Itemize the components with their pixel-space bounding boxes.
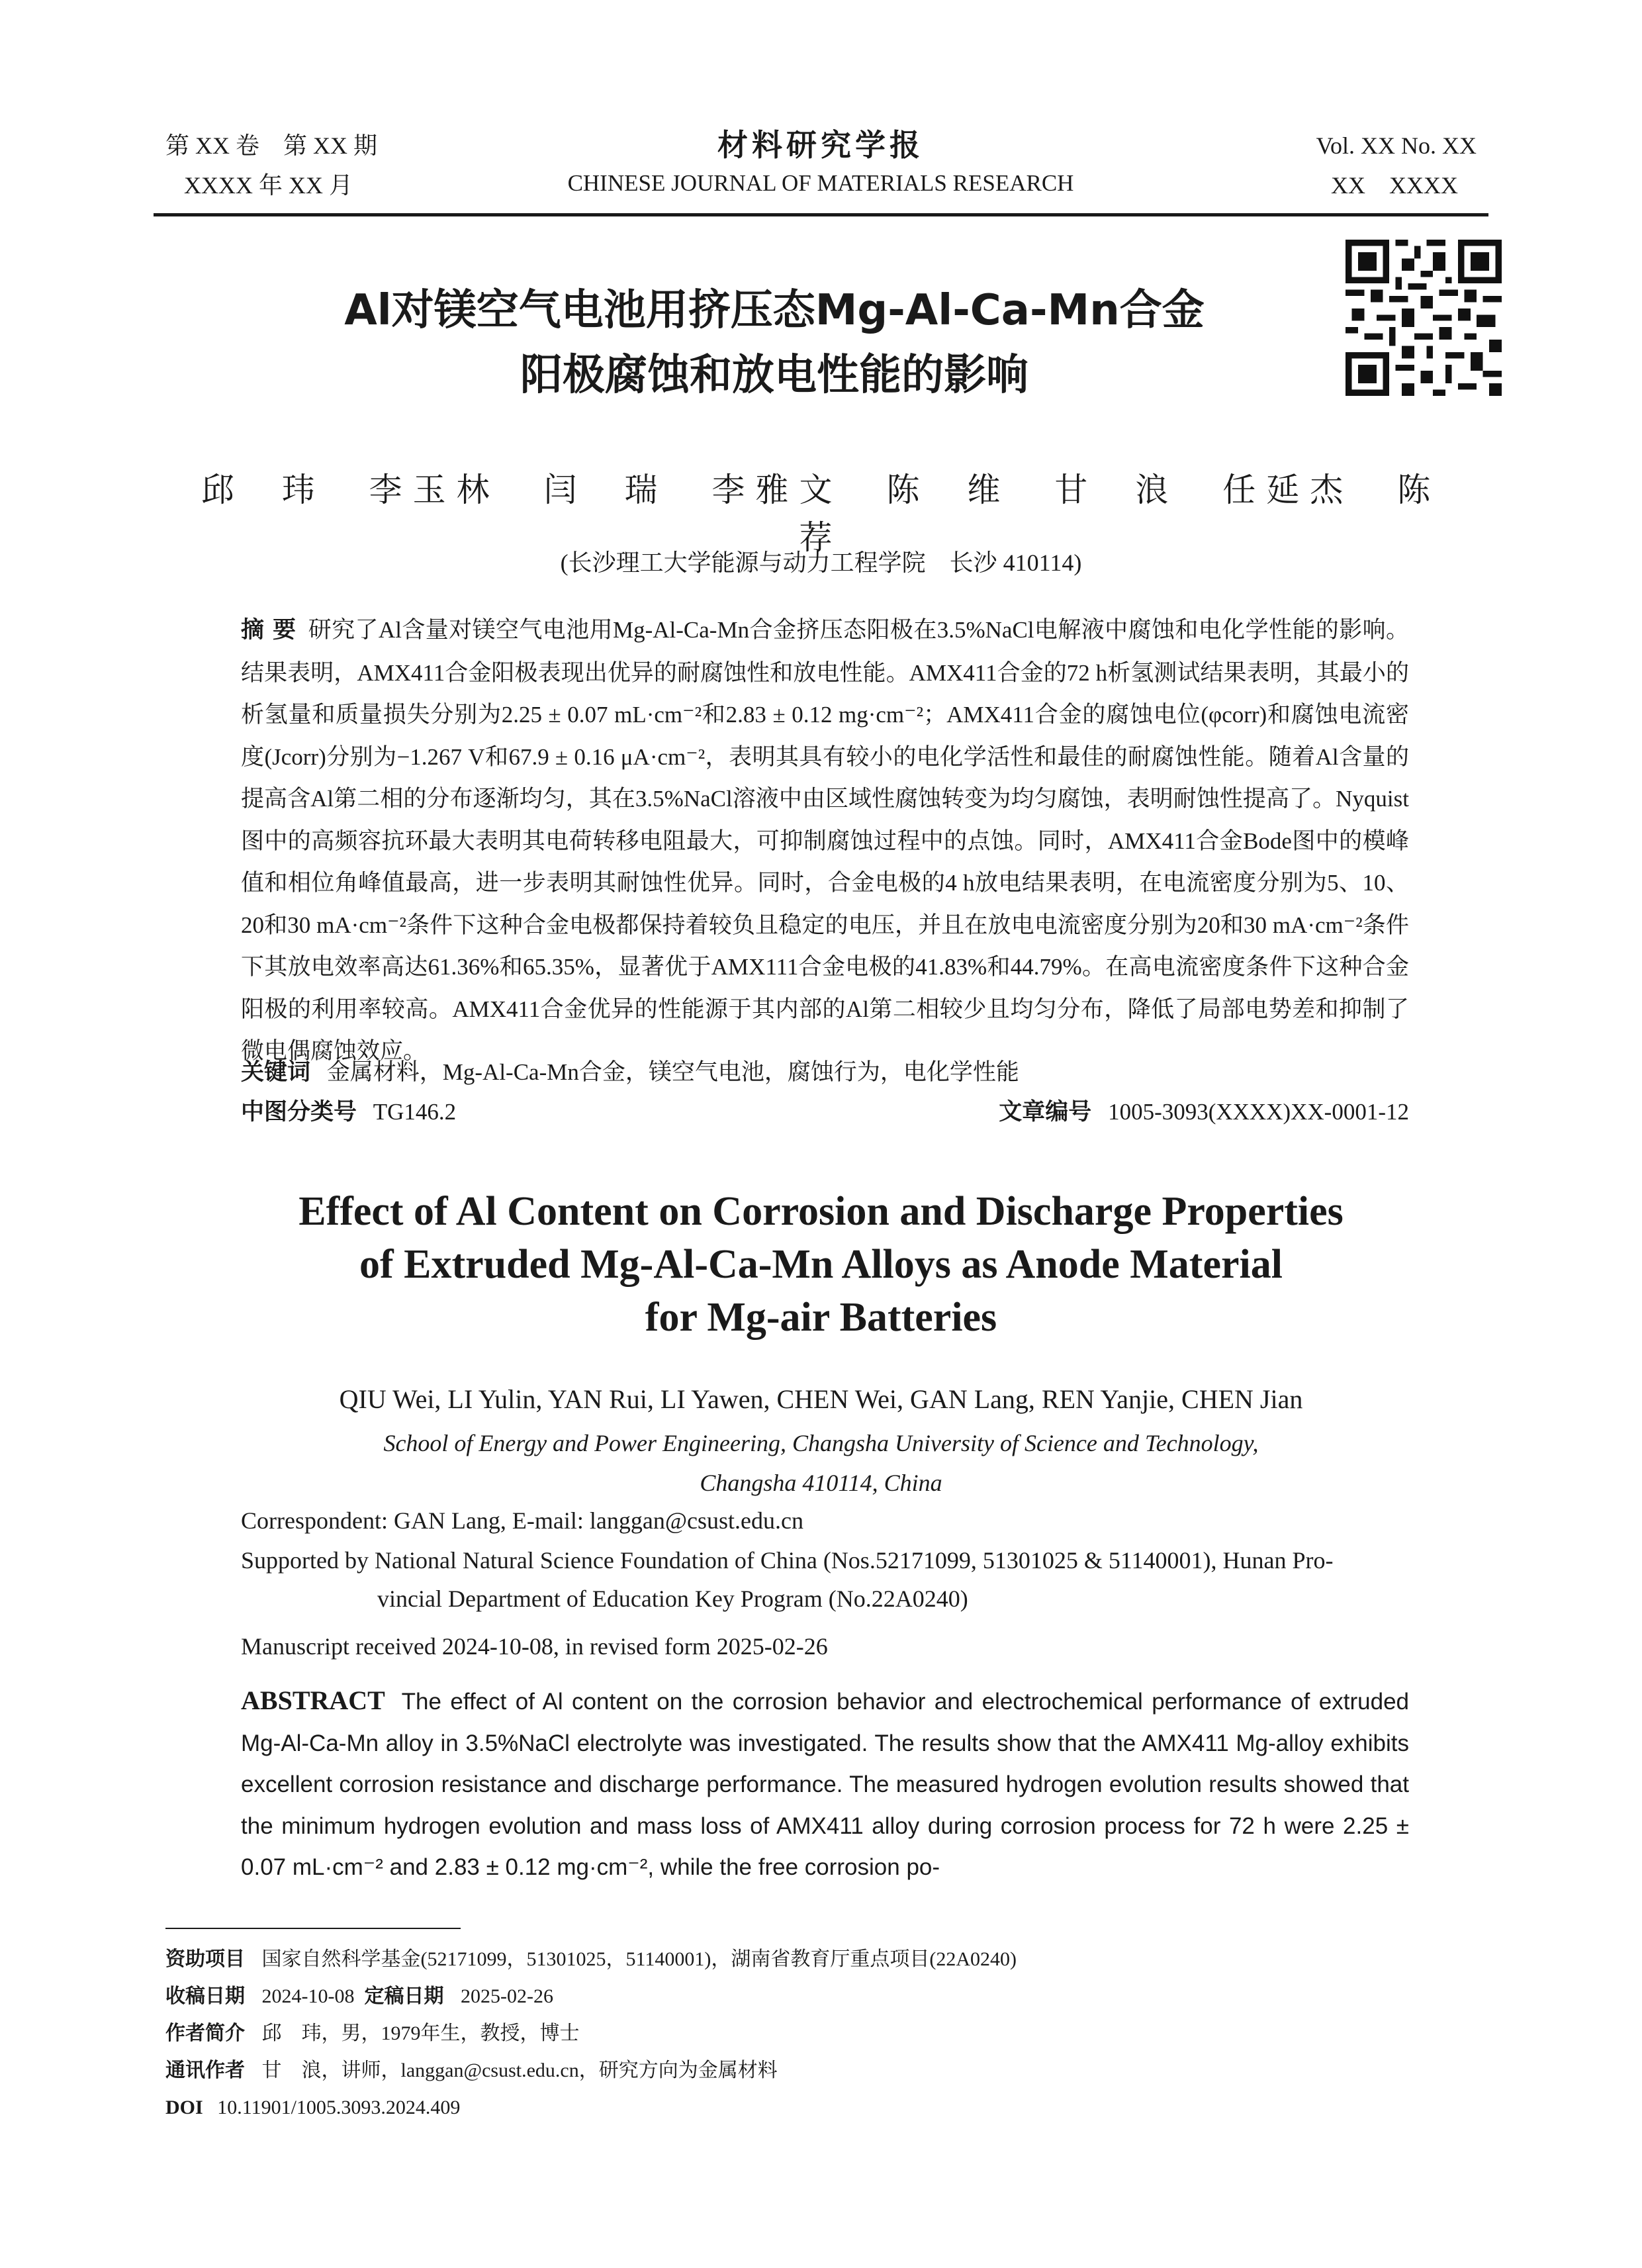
english-title <box>165 1185 1477 1344</box>
footnote-dates <box>165 1978 1423 2015</box>
chinese-keywords-text: 金属材料，Mg-Al-Ca-Mn合金，镁空气电池，腐蚀行为，电化学性能 <box>326 1059 1019 1085</box>
chinese-keywords-label: 关键词 <box>241 1059 311 1086</box>
footnote-corr-label: 通讯作者 <box>165 2059 245 2082</box>
article-number-label: 文章编号 <box>999 1099 1092 1125</box>
chinese-affiliation: (长沙理工大学能源与动力工程学院 长沙 410114) <box>560 549 1082 576</box>
footnote-received-label: 收稿日期 <box>165 1985 245 2008</box>
class-number-label: 中图分类号 <box>241 1099 357 1125</box>
english-abstract <box>241 1680 1409 1889</box>
chinese-abstract <box>241 609 1409 1072</box>
footnote-funding <box>165 1941 1423 1978</box>
footnote-doi <box>165 2089 1423 2126</box>
volume-number-en: Vol. XX No. XX <box>1316 132 1477 159</box>
english-abstract-text: The effect of Al content on the corrosion behavior and electrochemical performance of extruded Mg-Al-Ca-Mn alloy in 3.5%NaCl electrolyte was investigated. The results show that the AMX411 Mg-alloy exhibits excellent corrosion resistance and discharge performance. The measured hydrogen evolution results showed that the minimum hydrogen evolution and mass loss of AMX411 alloy during corrosion process for 72 h were 2.25 ± 0.07 mL·cm⁻² and 2.83 ± 0.12 mg·cm⁻², while the free corrosion po- <box>241 1689 1409 1880</box>
english-authors: QIU Wei, LI Yulin, YAN Rui, LI Yawen, CHEN Wei, GAN Lang, REN Yanjie, CHEN Jian <box>339 1384 1303 1414</box>
qr-code <box>1346 240 1502 396</box>
chinese-abstract-text: 研究了Al含量对镁空气电池用Mg-Al-Ca-Mn合金挤压态阳极在3.5%NaCl电解液中腐蚀和电化学性能的影响。结果表明，AMX411合金阳极表现出优异的耐腐蚀性和放电性能。AMX411合金的72 h析氢测试结果表明，其最小的析氢量和质量损失分别为2.25 ± 0.07 mL·cm⁻²和2.83 ± 0.12 mg·cm⁻²；AMX411合金的腐蚀电位(φcorr)和腐蚀电流密度(Jcorr)分别为−1.267 V和67.9 ± 0.16 μA·cm⁻²，表明其具有较小的电化学活性和最佳的耐腐蚀性能。随着Al含量的提高含Al第二相的分布逐渐均匀，其在3.5%NaCl溶液中由区域性腐蚀转变为均匀腐蚀，表明耐蚀性提高了。Nyquist图中的高频容抗环最大表明其电荷转移电阻最大，可抑制腐蚀过程中的点蚀。同时，AMX411合金Bode图中的模峰值和相位角峰值最高，进一步表明其耐蚀性优异。同时，合金电极的4 h放电结果表明，在电流密度分别为5、10、20和30 mA·cm⁻²条件下这种合金电极都保持着较负且稳定的电压，并且在放电电流密度分别为20和30 mA·cm⁻²条件下其放电效率高达61.36%和65.35%，显著优于AMX111合金电极的41.83%和44.79%。在高电流密度条件下这种合金阳极的利用率较高。AMX411合金优异的性能源于其内部的Al第二相较少且均匀分布，降低了局部电势差和抑制了微电偶腐蚀效应。 <box>241 617 1410 1064</box>
funding-line1: Supported by National Natural Science Foundation of China (Nos.52171099, 51301025 & 51140001), Hunan Pro- <box>241 1547 1334 1574</box>
doi-label: DOI <box>165 2097 203 2118</box>
article-number-value: 1005-3093(XXXX)XX-0001-12 <box>1108 1099 1409 1125</box>
journal-name-cn: 材料研究学报 <box>717 128 924 162</box>
english-affiliation-line2: Changsha 410114, China <box>700 1470 942 1496</box>
footnote-corr-text: 甘 浪，讲师，langgan@csust.edu.cn，研究方向为金属材料 <box>261 2059 778 2081</box>
doi-value[interactable]: 10.11901/1005.3093.2024.409 <box>217 2097 461 2118</box>
chinese-title-line1: Al对镁空气电池用挤压态Mg-Al-Ca-Mn合金 <box>344 286 1205 335</box>
footnote-rule <box>165 1928 461 1929</box>
chinese-keywords <box>241 1053 1409 1092</box>
journal-name-en: CHINESE JOURNAL OF MATERIALS RESEARCH <box>567 170 1074 196</box>
journal-masthead <box>516 126 1125 201</box>
english-title-line2: of Extruded Mg-Al-Ca-Mn Alloys as Anode Material <box>359 1242 1283 1287</box>
footnote-funding-text: 国家自然科学基金(52171099，51301025，51140001)，湖南省教育厅重点项目(22A0240) <box>261 1948 1017 1970</box>
issue-date-en: XX XXXX <box>1331 172 1458 199</box>
english-affiliation <box>165 1423 1477 1503</box>
funding-statement <box>241 1541 1409 1618</box>
chinese-abstract-label: 摘 要 <box>241 617 296 643</box>
manuscript-received: Manuscript received 2024-10-08, in revised form 2025-02-26 <box>241 1633 828 1660</box>
correspondent: Correspondent: GAN Lang, E-mail: langgan@csust.edu.cn <box>241 1507 803 1534</box>
english-title-line1: Effect of Al Content on Corrosion and Discharge Properties <box>298 1189 1344 1234</box>
funding-line2: vincial Department of Education Key Program (No.22A0240) <box>377 1585 968 1612</box>
chinese-title-line2: 阳极腐蚀和放电性能的影响 <box>520 351 1028 400</box>
volume-issue: 第 XX 卷 第 XX 期 <box>165 132 377 159</box>
class-number-value: TG146.2 <box>373 1099 457 1125</box>
classification-row <box>241 1092 1409 1132</box>
english-affiliation-line1: School of Energy and Power Engineering, Changsha University of Science and Technology, <box>383 1430 1259 1456</box>
header-rule <box>154 213 1488 216</box>
footnote-funding-label: 资助项目 <box>165 1948 245 1971</box>
issue-info <box>165 126 377 205</box>
english-title-line3: for Mg-air Batteries <box>645 1295 997 1340</box>
footnote-correspondent <box>165 2052 1423 2089</box>
footnote-author-text: 邱 玮，男，1979年生，教授，博士 <box>261 2022 580 2044</box>
footnote-author-label: 作者简介 <box>165 2022 245 2045</box>
issue-date: XXXX 年 XX 月 <box>184 172 353 199</box>
volume-info-en <box>1316 126 1477 205</box>
article-number <box>999 1092 1409 1132</box>
footnote-revised-date: 2025-02-26 <box>460 1985 553 2007</box>
english-abstract-label: ABSTRACT <box>241 1685 385 1715</box>
footnote-received-date: 2024-10-08 <box>261 1985 355 2007</box>
footnote-revised-label: 定稿日期 <box>364 1985 444 2008</box>
footnote-author <box>165 2015 1423 2052</box>
chinese-title <box>212 278 1337 408</box>
chinese-authors: 邱 玮 李玉林 闫 瑞 李雅文 陈 维 甘 浪 任延杰 陈 荐 <box>201 471 1441 557</box>
